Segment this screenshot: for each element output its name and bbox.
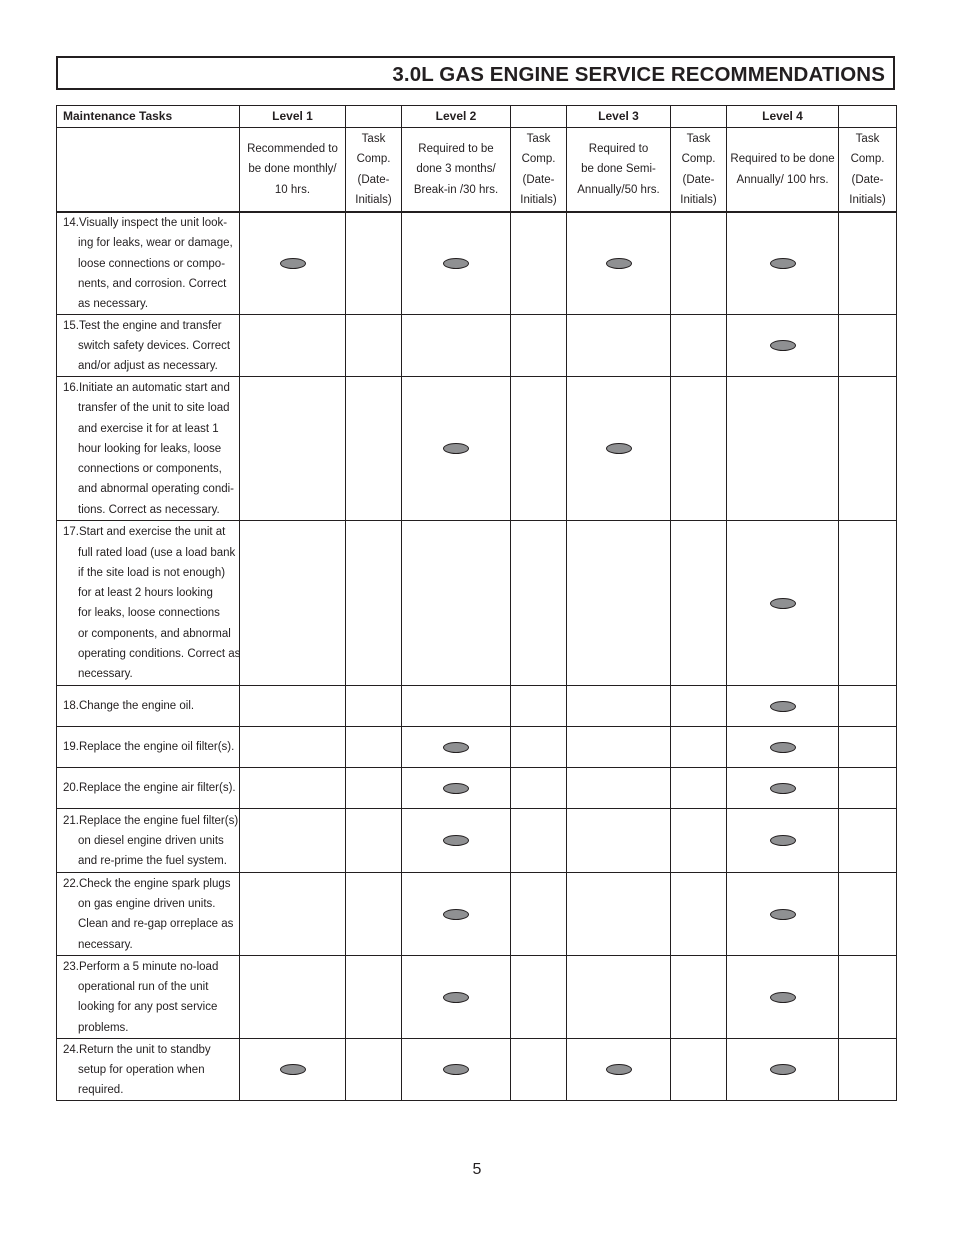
recommended-dot-icon xyxy=(606,1064,632,1075)
level1-recommendation-cell xyxy=(240,873,346,956)
level1-task-comp-cell xyxy=(346,809,402,873)
level2-recommendation-cell xyxy=(402,873,511,956)
level4-task-comp-cell xyxy=(839,521,897,686)
task-row-14 xyxy=(57,212,897,315)
level1-task-comp-cell xyxy=(346,768,402,809)
task-text-line: required. xyxy=(78,1084,124,1097)
task-text-line: and exercise it for at least 1 xyxy=(78,422,219,435)
task-text-line: and re-prime the fuel system. xyxy=(78,855,227,868)
level3-recommendation-cell xyxy=(567,315,671,377)
service-recommendations-table xyxy=(56,105,897,1101)
task-row-16 xyxy=(57,377,897,521)
recommended-dot-icon xyxy=(770,742,796,753)
task-text-line: operating conditions. Correct as xyxy=(78,648,241,661)
task-text-line: tions. Correct as necessary. xyxy=(78,503,220,516)
level1-recommendation-cell xyxy=(240,377,346,521)
level4-task-comp-cell xyxy=(839,809,897,873)
level4-recommendation-cell xyxy=(727,212,839,315)
level1-task-comp-cell xyxy=(346,956,402,1039)
level4-description xyxy=(727,128,839,213)
level1-recommendation-cell xyxy=(240,686,346,727)
task-comp-label xyxy=(671,128,727,213)
task-row-17 xyxy=(57,521,897,686)
level2-task-comp-cell xyxy=(511,1039,567,1101)
level4-task-comp-cell xyxy=(839,1039,897,1101)
level3-task-comp-cell xyxy=(671,1039,727,1101)
level3-task-comp-cell xyxy=(671,377,727,521)
level1-task-comp-header xyxy=(346,106,402,128)
task-text-line: full rated load (use a load bank xyxy=(78,546,236,559)
task-text-line: 14.Visually inspect the unit look- xyxy=(63,217,228,229)
header-text-line: Initials) xyxy=(680,193,717,206)
recommended-dot-icon xyxy=(443,783,469,794)
level4-header: Level 4 xyxy=(727,106,839,128)
level2-recommendation-cell xyxy=(402,315,511,377)
level3-header: Level 3 xyxy=(567,106,671,128)
level2-recommendation-cell xyxy=(402,686,511,727)
page-title: 3.0L GAS ENGINE SERVICE RECOMMENDATIONS xyxy=(392,63,885,86)
level1-task-comp-cell xyxy=(346,727,402,768)
level3-task-comp-cell xyxy=(671,873,727,956)
task-row-21 xyxy=(57,809,897,873)
task-text-line: 17.Start and exercise the unit at xyxy=(63,526,226,539)
level1-recommendation-cell xyxy=(240,521,346,686)
header-text-line: Task xyxy=(526,132,551,145)
header-text-line: Comp. xyxy=(521,153,556,166)
header-text-line: (Date- xyxy=(682,173,715,186)
level2-task-comp-cell xyxy=(511,768,567,809)
level3-task-comp-cell xyxy=(671,727,727,768)
header-text-line: Initials) xyxy=(355,193,392,206)
header-text-line: Annually/ 100 hrs. xyxy=(736,173,829,186)
task-description xyxy=(57,1039,240,1101)
level3-recommendation-cell xyxy=(567,873,671,956)
level2-task-comp-cell xyxy=(511,212,567,315)
level3-task-comp-cell xyxy=(671,956,727,1039)
task-text-line: operational run of the unit xyxy=(78,981,209,994)
level3-recommendation-cell xyxy=(567,686,671,727)
recommended-dot-icon xyxy=(770,783,796,794)
level1-task-comp-cell xyxy=(346,212,402,315)
level2-task-comp-cell xyxy=(511,956,567,1039)
level2-task-comp-cell xyxy=(511,873,567,956)
level1-description xyxy=(240,128,346,213)
level2-recommendation-cell xyxy=(402,956,511,1039)
task-text-line: hour looking for leaks, loose xyxy=(78,442,222,455)
task-text-line: 20.Replace the engine air filter(s). xyxy=(63,782,236,795)
task-text-line: ing for leaks, wear or damage, xyxy=(78,237,233,250)
level1-task-comp-cell xyxy=(346,377,402,521)
header-text-line: (Date- xyxy=(851,173,884,186)
task-description xyxy=(57,212,240,315)
level1-task-comp-cell xyxy=(346,686,402,727)
task-text-line: Clean and re-gap orreplace as xyxy=(78,918,234,931)
recommended-dot-icon xyxy=(770,992,796,1003)
level4-task-comp-header xyxy=(839,106,897,128)
page-number: 5 xyxy=(472,1161,482,1178)
task-text-line: setup for operation when xyxy=(78,1063,205,1076)
level2-recommendation-cell xyxy=(402,1039,511,1101)
task-description xyxy=(57,809,240,873)
task-description xyxy=(57,521,240,686)
task-comp-label xyxy=(346,128,402,213)
task-row-19 xyxy=(57,727,897,768)
task-text-line: switch safety devices. Correct xyxy=(78,339,231,352)
level2-recommendation-cell xyxy=(402,521,511,686)
task-text-line: nents, and corrosion. Correct xyxy=(78,277,227,290)
task-text-line: for at least 2 hours looking xyxy=(78,587,213,600)
header-text-line: be done Semi- xyxy=(581,163,656,176)
task-description xyxy=(57,873,240,956)
header-text-line: Annually/50 hrs. xyxy=(577,183,660,196)
task-description xyxy=(57,768,240,809)
recommended-dot-icon xyxy=(443,1064,469,1075)
level3-recommendation-cell xyxy=(567,727,671,768)
level4-task-comp-cell xyxy=(839,212,897,315)
maintenance-tasks-header: Maintenance Tasks xyxy=(57,106,240,128)
task-text-line: as necessary. xyxy=(78,298,149,311)
level1-recommendation-cell xyxy=(240,1039,346,1101)
task-text-line: 22.Check the engine spark plugs xyxy=(63,877,231,890)
recommended-dot-icon xyxy=(280,258,306,269)
header-text-line: Comp. xyxy=(850,153,885,166)
recommended-dot-icon xyxy=(606,443,632,454)
level4-task-comp-cell xyxy=(839,873,897,956)
level4-recommendation-cell xyxy=(727,727,839,768)
task-text-line: connections or components, xyxy=(78,463,222,476)
level2-task-comp-header xyxy=(511,106,567,128)
recommended-dot-icon xyxy=(606,258,632,269)
recommended-dot-icon xyxy=(443,742,469,753)
recommended-dot-icon xyxy=(443,992,469,1003)
task-text-line: 19.Replace the engine oil filter(s). xyxy=(63,741,235,754)
level3-task-comp-cell xyxy=(671,809,727,873)
task-text-line: problems. xyxy=(78,1021,129,1034)
header-text-line: be done monthly/ xyxy=(248,163,337,176)
level3-task-comp-cell xyxy=(671,768,727,809)
header-text-line: Initials) xyxy=(520,193,557,206)
level4-recommendation-cell xyxy=(727,377,839,521)
task-text-line: transfer of the unit to site load xyxy=(78,402,230,415)
level4-task-comp-cell xyxy=(839,768,897,809)
task-text-line: looking for any post service xyxy=(78,1001,218,1014)
level2-recommendation-cell xyxy=(402,377,511,521)
level1-task-comp-cell xyxy=(346,521,402,686)
level1-recommendation-cell xyxy=(240,315,346,377)
level3-description xyxy=(567,128,671,213)
header-text-line: done 3 months/ xyxy=(416,163,496,176)
task-row-22 xyxy=(57,873,897,956)
task-text-line: on gas engine driven units. xyxy=(78,898,216,911)
task-description xyxy=(57,377,240,521)
task-text-line: and abnormal operating condi- xyxy=(78,483,234,496)
level2-task-comp-cell xyxy=(511,521,567,686)
level4-recommendation-cell xyxy=(727,873,839,956)
header-row xyxy=(57,106,897,128)
recommended-dot-icon xyxy=(770,701,796,712)
task-text-line: 15.Test the engine and transfer xyxy=(63,319,222,332)
level1-task-comp-cell xyxy=(346,315,402,377)
task-text-line: 21.Replace the engine fuel filter(s) xyxy=(63,814,239,827)
level4-task-comp-cell xyxy=(839,686,897,727)
task-comp-label xyxy=(511,128,567,213)
task-row-20 xyxy=(57,768,897,809)
level3-task-comp-cell xyxy=(671,521,727,686)
level3-task-comp-cell xyxy=(671,686,727,727)
level2-recommendation-cell xyxy=(402,809,511,873)
header-text-line: Required to be xyxy=(418,143,494,156)
level2-recommendation-cell xyxy=(402,727,511,768)
recommended-dot-icon xyxy=(443,835,469,846)
header-text-line: Task xyxy=(855,132,880,145)
task-row-15 xyxy=(57,315,897,377)
task-text-line: 23.Perform a 5 minute no-load xyxy=(63,960,219,973)
level3-recommendation-cell xyxy=(567,521,671,686)
recommended-dot-icon xyxy=(443,443,469,454)
task-comp-label xyxy=(839,128,897,213)
task-text-line: for leaks, loose connections xyxy=(78,607,220,620)
header-text-line: (Date- xyxy=(357,173,390,186)
recommended-dot-icon xyxy=(770,340,796,351)
level3-recommendation-cell xyxy=(567,1039,671,1101)
level3-recommendation-cell xyxy=(567,809,671,873)
level4-recommendation-cell xyxy=(727,768,839,809)
task-text-line: if the site load is not enough) xyxy=(78,566,226,579)
task-text-line: 24.Return the unit to standby xyxy=(63,1043,211,1056)
level3-task-comp-cell xyxy=(671,315,727,377)
level3-recommendation-cell xyxy=(567,212,671,315)
task-row-18 xyxy=(57,686,897,727)
task-description xyxy=(57,315,240,377)
level3-task-comp-cell xyxy=(671,212,727,315)
subheader-row xyxy=(57,128,897,213)
recommended-dot-icon xyxy=(770,598,796,609)
task-text-line: necessary. xyxy=(78,938,133,951)
level2-task-comp-cell xyxy=(511,727,567,768)
level4-task-comp-cell xyxy=(839,956,897,1039)
task-text-line: 18.Change the engine oil. xyxy=(63,700,195,713)
header-text-line: Recommended to xyxy=(247,143,338,156)
level4-recommendation-cell xyxy=(727,956,839,1039)
task-text-line: on diesel engine driven units xyxy=(78,834,224,847)
header-text-line: Task xyxy=(361,132,386,145)
header-text-line: Comp. xyxy=(356,153,391,166)
recommended-dot-icon xyxy=(770,909,796,920)
level3-recommendation-cell xyxy=(567,956,671,1039)
task-description xyxy=(57,727,240,768)
level3-task-comp-header xyxy=(671,106,727,128)
recommended-dot-icon xyxy=(770,1064,796,1075)
level2-recommendation-cell xyxy=(402,212,511,315)
recommended-dot-icon xyxy=(443,258,469,269)
level2-task-comp-cell xyxy=(511,809,567,873)
level3-recommendation-cell xyxy=(567,377,671,521)
task-text-line: and/or adjust as necessary. xyxy=(78,360,218,373)
task-text-line: 16.Initiate an automatic start and xyxy=(63,381,230,394)
level4-recommendation-cell xyxy=(727,521,839,686)
level2-task-comp-cell xyxy=(511,686,567,727)
level2-task-comp-cell xyxy=(511,377,567,521)
level1-header: Level 1 xyxy=(240,106,346,128)
task-text-line: or components, and abnormal xyxy=(78,627,231,640)
level4-recommendation-cell xyxy=(727,686,839,727)
title-box xyxy=(56,56,895,90)
task-text-line: necessary. xyxy=(78,668,133,681)
header-text-line: Task xyxy=(686,132,711,145)
subheader-blank xyxy=(57,128,240,213)
level1-task-comp-cell xyxy=(346,1039,402,1101)
task-description xyxy=(57,956,240,1039)
header-text-line: Comp. xyxy=(681,153,716,166)
level2-header: Level 2 xyxy=(402,106,511,128)
level4-recommendation-cell xyxy=(727,1039,839,1101)
level1-recommendation-cell xyxy=(240,727,346,768)
recommended-dot-icon xyxy=(770,835,796,846)
header-text-line: 10 hrs. xyxy=(274,183,311,196)
level2-description xyxy=(402,128,511,213)
recommended-dot-icon xyxy=(280,1064,306,1075)
task-text-line: loose connections or compo- xyxy=(78,257,226,270)
level2-task-comp-cell xyxy=(511,315,567,377)
level1-recommendation-cell xyxy=(240,768,346,809)
level1-recommendation-cell xyxy=(240,212,346,315)
level3-recommendation-cell xyxy=(567,768,671,809)
recommended-dot-icon xyxy=(443,909,469,920)
level1-task-comp-cell xyxy=(346,873,402,956)
level2-recommendation-cell xyxy=(402,768,511,809)
header-text-line: (Date- xyxy=(522,173,555,186)
header-text-line: Break-in /30 hrs. xyxy=(413,183,499,196)
task-description xyxy=(57,686,240,727)
level1-recommendation-cell xyxy=(240,956,346,1039)
header-text-line: Initials) xyxy=(849,193,886,206)
header-text-line: Required to be done xyxy=(730,153,835,166)
level4-recommendation-cell xyxy=(727,809,839,873)
recommended-dot-icon xyxy=(770,258,796,269)
level4-recommendation-cell xyxy=(727,315,839,377)
level4-task-comp-cell xyxy=(839,377,897,521)
header-text-line: Required to xyxy=(588,143,649,156)
level4-task-comp-cell xyxy=(839,727,897,768)
task-row-23 xyxy=(57,956,897,1039)
level4-task-comp-cell xyxy=(839,315,897,377)
task-row-24 xyxy=(57,1039,897,1101)
level1-recommendation-cell xyxy=(240,809,346,873)
